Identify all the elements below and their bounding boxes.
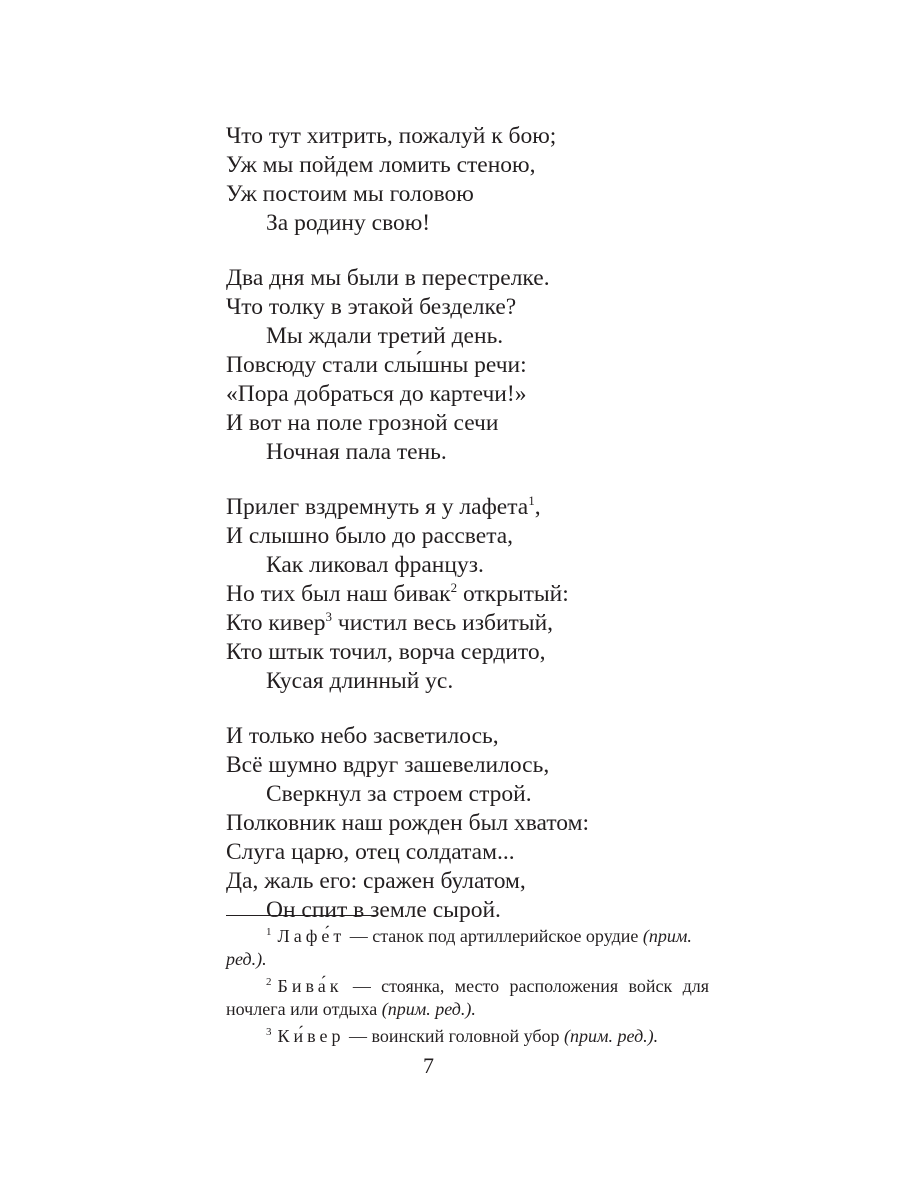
verse-line: Кусая длинный ус. (266, 668, 454, 694)
verse-text: чистил весь избитый, (332, 610, 554, 636)
verse-line: Кто штык точил, ворча сердито, (226, 639, 546, 665)
footnote-3 (226, 1025, 709, 1048)
verse-line: Ночная пала тень. (266, 439, 447, 465)
footnotes (226, 925, 709, 1052)
verse-line (226, 493, 589, 522)
verse-line: Полковник наш рожден был хватом: (226, 810, 589, 836)
footnote-divider (226, 915, 376, 916)
verse-line: Два дня мы были в перестрелке. (226, 265, 550, 291)
verse-line: И вот на поле грозной сечи (226, 410, 499, 436)
verse-line: Уж постоим мы головою (226, 181, 474, 207)
footnote-ref: 3 (325, 609, 332, 624)
verse-line: Он спит в земле сырой. (266, 897, 501, 923)
verse-line: Всё шумно вдруг зашевелилось, (226, 752, 550, 778)
footnote-remark: (прим. ред.). (381, 999, 476, 1019)
stanza-1 (226, 122, 589, 238)
verse-line (226, 609, 589, 638)
verse-text: открытый: (457, 581, 569, 607)
verse-line: Повсюду стали слы́шны речи: (226, 352, 527, 378)
verse-line: Что тут хитрить, пожалуй к бою; (226, 123, 557, 149)
page-number: 7 (423, 1053, 434, 1078)
footnote-remark: (прим. ред.). (564, 1026, 659, 1046)
footnote-ref: 2 (450, 580, 458, 595)
verse-line: Как ликовал француз. (266, 552, 484, 578)
verse-line: «Пора добраться до картечи!» (226, 381, 527, 407)
verse-text: Но тих был наш бивак (226, 581, 451, 607)
verse-line: Мы ждали третий день. (266, 323, 504, 349)
footnote-text: — стоянка, место расположения войск для ночлега или отдыха (226, 976, 709, 1019)
footnote-number: 2 (266, 976, 272, 988)
verse-line: Сверкнул за строем строй. (266, 781, 532, 807)
stanza-3 (226, 493, 589, 696)
verse-text: Прилег вздремнуть я у лафета (226, 494, 529, 520)
footnote-term: Лафе́т (277, 926, 346, 946)
verse-line: Что толку в этакой безделке? (226, 294, 517, 320)
footnote-term: Ки́вер (277, 1026, 345, 1046)
stanza-2 (226, 264, 589, 467)
footnote-number: 1 (266, 926, 272, 938)
verse-line: Слуга царю, отец солдатам... (226, 839, 515, 865)
verse-line: Да, жаль его: сражен булатом, (226, 868, 526, 894)
verse-text: , (534, 494, 541, 520)
footnote-text: — станок под артиллерийское орудие (345, 926, 643, 946)
verse-line: И слышно было до рассвета, (226, 523, 514, 549)
footnote-term: Бива́к (277, 976, 343, 996)
verse-line (226, 580, 589, 609)
footnote-text: — воинский головной убор (344, 1026, 565, 1046)
verse-line: За родину свою! (266, 210, 431, 236)
stanza-4 (226, 722, 589, 925)
poem (226, 122, 589, 951)
verse-text: Кто кивер (226, 610, 326, 636)
footnote-2 (226, 975, 709, 1021)
footnote-ref: 1 (528, 493, 535, 508)
footnote-remark: (прим. ред.). (226, 926, 692, 969)
verse-line: Уж мы пойдем ломить стеною, (226, 152, 536, 178)
verse-line: И только небо засветилось, (226, 723, 499, 749)
footnote-number: 3 (266, 1026, 272, 1038)
footnote-1 (226, 925, 709, 971)
